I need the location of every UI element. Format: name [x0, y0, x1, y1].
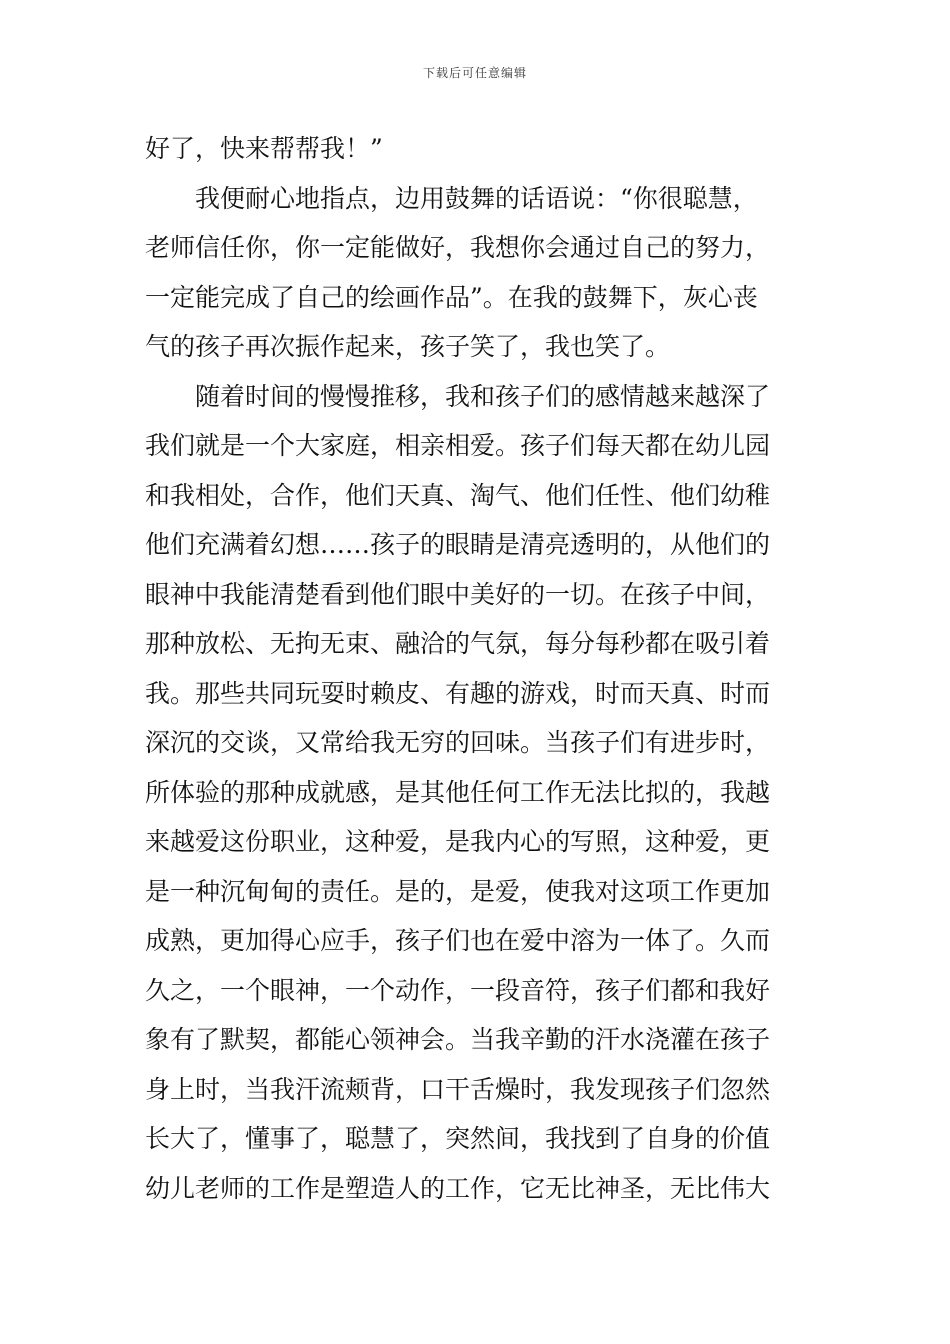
- text-line: 所体验的那种成就感，是其他任何工作无法比拟的，我越: [145, 777, 771, 807]
- paragraph-start-line: 我便耐心地指点，边用鼓舞的话语说：“你很聪慧，: [195, 183, 758, 213]
- text-line: 身上时，当我汗流颊背，口干舌燥时，我发现孩子们忽然: [145, 1074, 771, 1104]
- text-line: 来越爱这份职业，这种爱，是我内心的写照，这种爱，更: [145, 827, 771, 856]
- text-line: 是一种沉甸甸的责任。是的，是爱，使我对这项工作更加: [145, 876, 771, 906]
- text-line: 成熟，更加得心应手，孩子们也在爱中溶为一体了。久而: [145, 926, 771, 955]
- text-line: 他们充满着幻想……孩子的眼睛是清亮透明的，从他们的: [145, 530, 771, 559]
- text-line: 气的孩子再次振作起来，孩子笑了，我也笑了。: [145, 332, 671, 361]
- text-line: 幼儿老师的工作是塑造人的工作，它无比神圣，无比伟大: [145, 1173, 771, 1203]
- text-line: 和我相处，合作，他们天真、淘气、他们任性、他们幼稚: [145, 480, 771, 510]
- text-line: 象有了默契，都能心领神会。当我辛勤的汗水浇灌在孩子: [145, 1025, 771, 1054]
- text-line: 一定能完成了自己的绘画作品”。在我的鼓舞下，灰心丧: [145, 282, 758, 312]
- page-header: 下载后可任意编辑: [422, 66, 527, 80]
- text-line: 我。那些共同玩耍时赖皮、有趣的游戏，时而天真、时而: [145, 678, 771, 708]
- text-line: 那种放松、无拘无束、融洽的气氛，每分每秒都在吸引着: [145, 629, 771, 658]
- text-line: 我们就是一个大家庭，相亲相爱。孩子们每天都在幼儿园: [145, 431, 771, 460]
- body-text: [145, 124, 810, 1213]
- text-line: 深沉的交谈，又常给我无穷的回味。当孩子们有进步时，: [145, 728, 771, 757]
- text-line: 久之，一个眼神，一个动作，一段音符，孩子们都和我好: [145, 975, 771, 1005]
- text-line: 好了，快来帮帮我！”: [145, 134, 383, 163]
- text-line: 长大了，懂事了，聪慧了，突然间，我找到了自身的价值: [145, 1124, 771, 1153]
- text-line: 老师信任你，你一定能做好，我想你会通过自己的努力，: [145, 233, 771, 262]
- paragraph-start-line: 随着时间的慢慢推移，我和孩子们的感情越来越深了: [195, 381, 771, 411]
- text-line: 眼神中我能清楚看到他们眼中美好的一切。在孩子中间，: [145, 579, 771, 609]
